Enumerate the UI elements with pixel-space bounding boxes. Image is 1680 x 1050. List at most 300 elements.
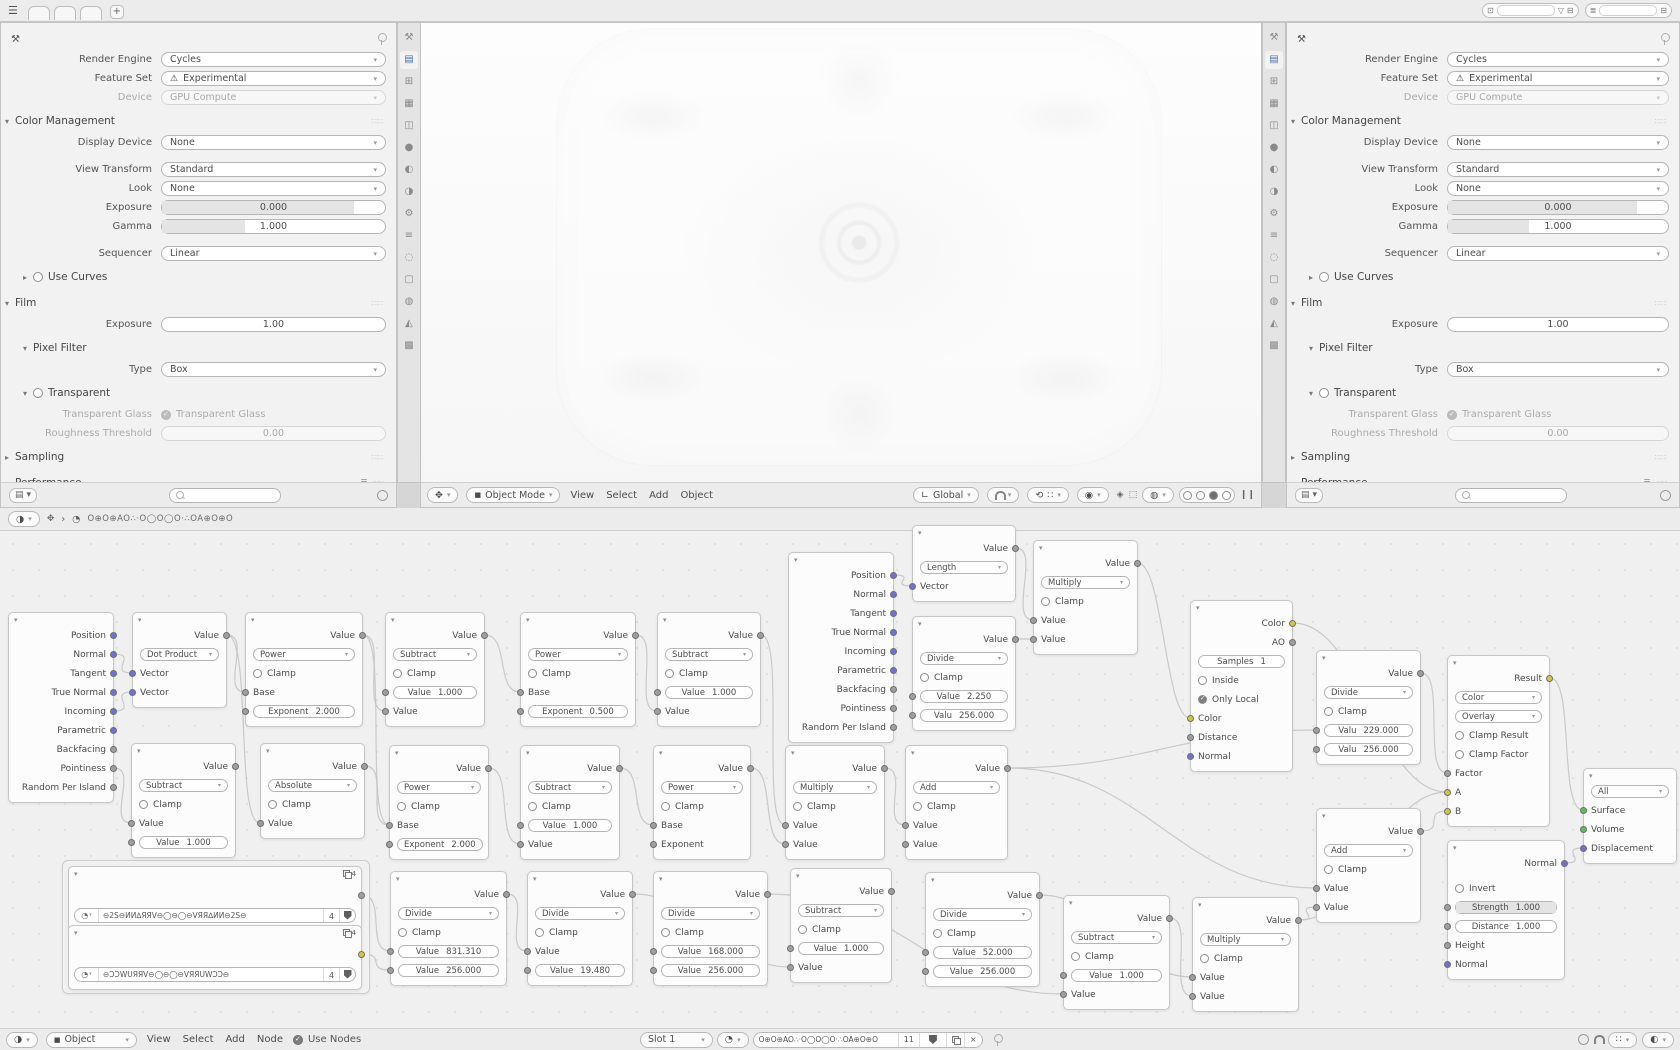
properties-tab-icon[interactable]: ◐: [404, 164, 414, 175]
add-workspace-button[interactable]: +: [110, 5, 124, 19]
checkbox-icon[interactable]: [393, 669, 402, 678]
node-fn1[interactable]: [68, 866, 362, 931]
node-add1[interactable]: [1316, 808, 1421, 923]
collapse-chevron-icon[interactable]: ▾: [1039, 543, 1043, 552]
collapse-chevron-icon[interactable]: ▾: [1453, 658, 1457, 667]
node-header[interactable]: [789, 553, 893, 566]
gamma-field[interactable]: [1447, 219, 1669, 234]
properties-tab-icon[interactable]: ◑: [1269, 186, 1279, 197]
section-header[interactable]: [1, 266, 386, 288]
value-field[interactable]: [933, 965, 1032, 978]
node-pow1[interactable]: [245, 612, 363, 727]
operation-dropdown[interactable]: [1200, 933, 1291, 946]
operation-dropdown[interactable]: [397, 781, 481, 794]
node-header[interactable]: [786, 746, 884, 759]
node-header[interactable]: [521, 746, 619, 759]
look-dropdown[interactable]: [161, 181, 386, 196]
properties-tab-icon[interactable]: ⚙: [1269, 208, 1279, 219]
render-engine-dropdown[interactable]: [1447, 52, 1669, 67]
operation-dropdown[interactable]: [1324, 844, 1413, 857]
copy-icon[interactable]: ⊟: [1566, 6, 1574, 15]
value-field[interactable]: [661, 964, 760, 977]
operation-dropdown[interactable]: [661, 907, 760, 920]
node-header[interactable]: [1584, 769, 1676, 782]
operation-dropdown[interactable]: [1324, 686, 1413, 699]
node-div3[interactable]: [390, 871, 507, 986]
collapse-chevron-icon[interactable]: ▾: [395, 748, 399, 757]
value-field[interactable]: [1324, 743, 1413, 756]
section-header[interactable]: [1, 110, 386, 132]
section-header[interactable]: [1287, 337, 1669, 359]
datablock-selector[interactable]: [74, 967, 356, 982]
proportional-dropdown[interactable]: ⟲ ∷ ▾: [1027, 487, 1069, 503]
datablock-name[interactable]: ⊖ƆƆWUЯЯV⊖◯⊖◯⊖VЯЯUWƆƆ⊖: [103, 969, 230, 979]
workspace-tab[interactable]: [80, 6, 102, 20]
viewport-3d[interactable]: [420, 22, 1262, 508]
node-header[interactable]: [1191, 601, 1292, 614]
operation-dropdown[interactable]: [913, 781, 1000, 794]
checkbox-icon[interactable]: [933, 929, 942, 938]
scene-selector[interactable]: [1482, 3, 1579, 18]
feature-set-dropdown[interactable]: [1447, 71, 1669, 86]
node-header[interactable]: [1064, 896, 1169, 909]
collapse-chevron-icon[interactable]: ▾: [659, 748, 663, 757]
search-input[interactable]: [169, 488, 281, 503]
collapse-chevron-icon[interactable]: ▾: [526, 748, 530, 757]
shader-node-editor[interactable]: [0, 508, 1680, 1050]
node-pow3[interactable]: [389, 745, 489, 860]
collapse-chevron-icon[interactable]: ▾: [918, 528, 922, 537]
collapse-chevron-icon[interactable]: ▾: [526, 615, 530, 624]
collapse-chevron-icon[interactable]: ▾: [533, 874, 537, 883]
fake-user-shield-icon[interactable]: [339, 968, 355, 981]
fake-user-shield-icon[interactable]: [919, 1033, 946, 1047]
node-header[interactable]: [69, 867, 361, 880]
node-header[interactable]: [528, 872, 632, 885]
node-sub1[interactable]: [385, 612, 485, 727]
node-mul2[interactable]: [785, 745, 885, 860]
operation-dropdown[interactable]: [1455, 691, 1542, 704]
properties-tab-icon[interactable]: ◭: [405, 318, 413, 329]
node-pow2[interactable]: [520, 612, 636, 727]
value-field[interactable]: [1324, 724, 1413, 737]
checkbox-icon[interactable]: [661, 802, 670, 811]
node-header[interactable]: [1317, 651, 1420, 664]
checkbox-icon[interactable]: [661, 928, 670, 937]
editor-type-button[interactable]: ▤ ▾: [1295, 488, 1323, 503]
node-header[interactable]: [390, 746, 488, 759]
value-field[interactable]: [139, 836, 228, 849]
menu-add[interactable]: Add: [649, 489, 669, 501]
device-dropdown[interactable]: [1447, 90, 1669, 105]
collapse-chevron-icon[interactable]: ▾: [1589, 771, 1593, 780]
collapse-chevron-icon[interactable]: ▾: [796, 871, 800, 880]
properties-tab-icon[interactable]: ●: [404, 142, 414, 153]
value-field[interactable]: [397, 838, 483, 851]
overlays-dropdown[interactable]: ◍ ▾: [1142, 487, 1174, 503]
node-header[interactable]: [9, 613, 113, 626]
node-out[interactable]: [1583, 768, 1677, 864]
operation-dropdown[interactable]: [920, 652, 1008, 665]
operation-dropdown[interactable]: [253, 648, 355, 661]
value-field[interactable]: [665, 686, 753, 699]
properties-tab-icon[interactable]: ▤: [400, 51, 418, 69]
checkbox-icon[interactable]: [920, 673, 929, 682]
collapse-chevron-icon[interactable]: ▾: [74, 928, 78, 937]
operation-dropdown[interactable]: [665, 648, 753, 661]
menu-view[interactable]: View: [146, 1034, 171, 1045]
collapse-chevron-icon[interactable]: ▾: [266, 746, 270, 755]
overlay-dropdown[interactable]: ◐ ▾: [1642, 1032, 1674, 1048]
type-dropdown[interactable]: [1447, 362, 1669, 377]
collapse-chevron-icon[interactable]: ▾: [663, 615, 667, 624]
sequencer-dropdown[interactable]: [161, 246, 386, 261]
options-icon[interactable]: [1660, 490, 1671, 501]
properties-tab-icon[interactable]: ◐: [1269, 164, 1279, 175]
properties-tab-icon[interactable]: ▢: [1269, 274, 1279, 285]
search-input[interactable]: [1455, 488, 1567, 503]
node-sub4[interactable]: [520, 745, 620, 860]
use-nodes-checkbox[interactable]: ✓ Use Nodes: [293, 1034, 361, 1045]
section-header[interactable]: [1, 382, 386, 404]
editor-type-button[interactable]: ◑ ▾: [8, 511, 40, 527]
type-dropdown[interactable]: [161, 362, 386, 377]
xray-toggle-icon[interactable]: ⬚: [1128, 490, 1138, 500]
user-count[interactable]: 4: [323, 909, 339, 922]
fake-user-shield-icon[interactable]: [339, 909, 355, 922]
pin-icon[interactable]: [377, 33, 386, 45]
section-header[interactable]: [1287, 446, 1669, 468]
operation-dropdown[interactable]: [139, 779, 228, 792]
node-sub5[interactable]: [790, 868, 892, 983]
node-header[interactable]: [926, 873, 1039, 886]
checkbox-icon[interactable]: [1455, 731, 1464, 740]
section-header[interactable]: [1287, 110, 1669, 132]
exposure-field[interactable]: [1447, 200, 1669, 215]
properties-tab-icon[interactable]: ⊞: [1269, 76, 1279, 87]
node-bump[interactable]: [1447, 840, 1565, 980]
checkbox-icon[interactable]: [397, 802, 406, 811]
node-header[interactable]: [1317, 809, 1420, 822]
checkbox-icon[interactable]: [1198, 676, 1207, 685]
value-field[interactable]: [253, 705, 355, 718]
operation-dropdown[interactable]: [661, 781, 743, 794]
material-browse-dropdown[interactable]: ◔ ▾: [717, 1032, 749, 1048]
collapse-chevron-icon[interactable]: ▾: [138, 615, 142, 624]
render-engine-dropdown[interactable]: [161, 52, 386, 67]
checkbox-icon[interactable]: [528, 802, 537, 811]
section-checkbox[interactable]: [1319, 272, 1329, 282]
node-fn2[interactable]: [68, 925, 362, 990]
editor-type-button[interactable]: ✥ ▾: [427, 487, 458, 503]
exposure-field[interactable]: [161, 200, 386, 215]
properties-tab-icon[interactable]: ⚙: [404, 208, 414, 219]
checkbox-icon[interactable]: [793, 802, 802, 811]
device-dropdown[interactable]: [161, 90, 386, 105]
node-header[interactable]: [906, 746, 1007, 759]
node-canvas[interactable]: [0, 528, 1680, 1028]
node-header[interactable]: [913, 526, 1015, 539]
collapse-chevron-icon[interactable]: ▾: [1196, 603, 1200, 612]
node-header[interactable]: [133, 613, 226, 626]
section-header[interactable]: [1, 446, 386, 468]
operation-dropdown[interactable]: [793, 781, 877, 794]
gizmo-toggle-icon[interactable]: ◈: [1116, 490, 1124, 500]
section-header[interactable]: [1287, 266, 1669, 288]
node-ao[interactable]: [1190, 600, 1293, 772]
material-browse-icon[interactable]: ◔ ▾: [75, 909, 99, 922]
menu-select[interactable]: Select: [182, 1034, 214, 1045]
collapse-chevron-icon[interactable]: ▾: [391, 615, 395, 624]
user-count[interactable]: 11: [898, 1033, 919, 1047]
node-geo2[interactable]: [788, 552, 894, 743]
checkbox-icon[interactable]: [535, 928, 544, 937]
shading-rendered-icon[interactable]: [1222, 491, 1231, 500]
node-header[interactable]: [1193, 898, 1298, 911]
collapse-chevron-icon[interactable]: ▾: [74, 869, 78, 878]
properties-tab-icon[interactable]: ▢: [404, 274, 414, 285]
operation-dropdown[interactable]: [1041, 576, 1130, 589]
material-name-field[interactable]: O⊕O⊕AO∴·O◯O◯O·∴OA⊕O⊕O: [758, 1035, 878, 1044]
operation-dropdown[interactable]: [933, 908, 1032, 921]
checkbox-icon[interactable]: [1455, 750, 1464, 759]
exposure-field[interactable]: [161, 317, 386, 332]
node-div5[interactable]: [653, 871, 768, 986]
options-icon[interactable]: [377, 490, 388, 501]
collapse-chevron-icon[interactable]: ▾: [791, 748, 795, 757]
node-div1[interactable]: [912, 616, 1016, 731]
node-sub3[interactable]: [131, 743, 236, 858]
pin-tool-icon[interactable]: ✥: [46, 514, 55, 524]
collapse-chevron-icon[interactable]: ▾: [1069, 898, 1073, 907]
value-field[interactable]: [933, 946, 1032, 959]
node-dot[interactable]: [132, 612, 227, 708]
node-sub2[interactable]: [657, 612, 761, 727]
operation-dropdown[interactable]: [528, 781, 612, 794]
shader-type-dropdown[interactable]: ■ Object ▾: [46, 1032, 137, 1048]
view-transform-dropdown[interactable]: [1447, 162, 1669, 177]
collapse-chevron-icon[interactable]: ▾: [251, 615, 255, 624]
properties-tab-icon[interactable]: ◌: [404, 252, 414, 263]
operation-dropdown[interactable]: [920, 561, 1008, 574]
collapse-chevron-icon[interactable]: ▾: [931, 875, 935, 884]
node-header[interactable]: [69, 926, 361, 939]
app-menu-icon[interactable]: ☰: [8, 4, 18, 17]
collapse-chevron-icon[interactable]: ▾: [1453, 843, 1457, 852]
value-field[interactable]: [528, 819, 612, 832]
node-div6[interactable]: [925, 872, 1040, 987]
properties-tab-icon[interactable]: ▦: [1269, 98, 1279, 109]
properties-tab-icon[interactable]: ◭: [1270, 318, 1278, 329]
collapse-chevron-icon[interactable]: ▾: [396, 874, 400, 883]
properties-tab-icon[interactable]: ▦: [404, 98, 414, 109]
node-geo1[interactable]: [8, 612, 114, 803]
properties-tab-icon[interactable]: ≡: [1269, 230, 1279, 241]
value-field[interactable]: [535, 964, 625, 977]
datablock-selector[interactable]: [74, 908, 356, 923]
sequencer-dropdown[interactable]: [1447, 246, 1669, 261]
checkbox-icon[interactable]: [665, 669, 674, 678]
shading-solid-icon[interactable]: [1196, 491, 1205, 500]
value-field[interactable]: [1455, 901, 1557, 914]
unlink-icon[interactable]: ×: [964, 1033, 982, 1047]
operation-dropdown[interactable]: [798, 904, 884, 917]
node-header[interactable]: [521, 613, 635, 626]
node-header[interactable]: [791, 869, 891, 882]
user-count[interactable]: 4: [323, 968, 339, 981]
viewlayer-selector[interactable]: [1585, 3, 1672, 18]
checkbox-icon[interactable]: [1041, 597, 1050, 606]
checkbox-icon[interactable]: [1324, 707, 1333, 716]
properties-tab-icon[interactable]: ▤: [1265, 51, 1283, 69]
section-header[interactable]: [1287, 382, 1669, 404]
node-abs1[interactable]: [260, 743, 365, 839]
value-field[interactable]: [661, 945, 760, 958]
display-device-dropdown[interactable]: [161, 135, 386, 150]
snap-dropdown[interactable]: ▾: [987, 487, 1020, 503]
node-mul1[interactable]: [1033, 540, 1138, 655]
orientation-dropdown[interactable]: ∟ Global ▾: [913, 487, 979, 503]
collapse-chevron-icon[interactable]: ▾: [794, 555, 798, 564]
properties-tab-icon[interactable]: ⚒: [1269, 32, 1279, 43]
node-header[interactable]: [1448, 656, 1549, 669]
operation-dropdown[interactable]: [393, 648, 477, 661]
value-field[interactable]: [798, 942, 884, 955]
operation-dropdown[interactable]: [268, 779, 357, 792]
pin-icon[interactable]: [1660, 33, 1669, 45]
falloff-dropdown[interactable]: ◉ ▾: [1077, 487, 1109, 503]
menu-select[interactable]: Select: [606, 489, 638, 501]
checkbox-icon[interactable]: [253, 669, 262, 678]
checkbox-icon[interactable]: [1198, 695, 1207, 704]
value-field[interactable]: [1198, 655, 1285, 668]
collapse-chevron-icon[interactable]: ▾: [659, 874, 663, 883]
node-div4[interactable]: [527, 871, 633, 986]
node-div2[interactable]: [1316, 650, 1421, 765]
snap-target-dropdown[interactable]: ∷ ▾: [1608, 1032, 1638, 1048]
annotation-icon[interactable]: [1578, 1034, 1589, 1045]
editor-type-button[interactable]: ◑ ▾: [6, 1032, 38, 1048]
display-device-dropdown[interactable]: [1447, 135, 1669, 150]
menu-node[interactable]: Node: [256, 1034, 283, 1045]
mode-dropdown[interactable]: ■ Object Mode ▾: [466, 487, 560, 503]
transparent-glass-checkbox[interactable]: [1447, 409, 1551, 420]
value-field[interactable]: [393, 686, 477, 699]
value-field[interactable]: [1455, 920, 1557, 933]
node-header[interactable]: [658, 613, 760, 626]
node-sub6[interactable]: [1063, 895, 1170, 1010]
slot-dropdown[interactable]: Slot 1 ▾: [640, 1032, 713, 1048]
properties-tab-icon[interactable]: ◍: [404, 296, 414, 307]
roughness-threshold-field[interactable]: [161, 426, 386, 441]
node-header[interactable]: [1448, 841, 1564, 854]
snap-magnet-icon[interactable]: [1594, 1035, 1603, 1044]
section-checkbox[interactable]: [33, 388, 43, 398]
properties-tab-icon[interactable]: ◑: [404, 186, 414, 197]
node-header[interactable]: [913, 617, 1015, 630]
value-field[interactable]: [920, 709, 1008, 722]
scene-name-field[interactable]: [1497, 5, 1555, 16]
node-header[interactable]: [1034, 541, 1137, 554]
operation-dropdown[interactable]: [528, 648, 628, 661]
feature-set-dropdown[interactable]: [161, 71, 386, 86]
node-len[interactable]: [912, 525, 1016, 602]
checkbox-icon[interactable]: [1071, 952, 1080, 961]
node-header[interactable]: [391, 872, 506, 885]
properties-tab-icon[interactable]: ▩: [1269, 340, 1279, 351]
checkbox-icon[interactable]: [1200, 954, 1209, 963]
gamma-field[interactable]: [161, 219, 386, 234]
checkbox-icon[interactable]: [139, 800, 148, 809]
workspace-tab[interactable]: [28, 6, 50, 20]
checkbox-icon[interactable]: [913, 802, 922, 811]
node-header[interactable]: [386, 613, 484, 626]
operation-dropdown[interactable]: [1071, 931, 1162, 944]
copy-icon[interactable]: ⊟: [1660, 6, 1667, 15]
node-pow4[interactable]: [653, 745, 751, 860]
checkbox-icon[interactable]: [528, 669, 537, 678]
value-field[interactable]: [398, 964, 499, 977]
properties-tab-icon[interactable]: ●: [1269, 142, 1279, 153]
pin-icon[interactable]: [993, 1034, 1002, 1046]
value-field[interactable]: [1071, 969, 1162, 982]
viewlayer-name-field[interactable]: [1599, 5, 1657, 16]
checkbox-icon[interactable]: [798, 925, 807, 934]
operation-dropdown[interactable]: [1591, 785, 1669, 798]
properties-tab-icon[interactable]: ◫: [404, 120, 414, 131]
roughness-threshold-field[interactable]: [1447, 426, 1669, 441]
look-dropdown[interactable]: [1447, 181, 1669, 196]
editor-type-button[interactable]: ▤ ▾: [9, 488, 37, 503]
checkbox-icon[interactable]: [1324, 865, 1333, 874]
collapse-chevron-icon[interactable]: ▾: [1322, 653, 1326, 662]
operation-dropdown[interactable]: [535, 907, 625, 920]
properties-tab-icon[interactable]: ⚒: [404, 32, 414, 43]
value-field[interactable]: [920, 690, 1008, 703]
properties-tab-icon[interactable]: ◍: [1269, 296, 1279, 307]
properties-tab-icon[interactable]: ◫: [1269, 120, 1279, 131]
section-header[interactable]: [1, 337, 386, 359]
value-field[interactable]: [528, 705, 628, 718]
view-transform-dropdown[interactable]: [161, 162, 386, 177]
collapse-chevron-icon[interactable]: ▾: [1198, 900, 1202, 909]
section-header[interactable]: [1287, 292, 1669, 314]
node-header[interactable]: [654, 872, 767, 885]
node-header[interactable]: [261, 744, 364, 757]
section-checkbox[interactable]: [1319, 388, 1329, 398]
properties-tab-icon[interactable]: ⊞: [404, 76, 414, 87]
shading-material-icon[interactable]: [1209, 491, 1218, 500]
pause-button[interactable]: ❙❙: [1239, 490, 1255, 500]
collapse-chevron-icon[interactable]: ▾: [1322, 811, 1326, 820]
operation-dropdown[interactable]: [398, 907, 499, 920]
collapse-chevron-icon[interactable]: ▾: [918, 619, 922, 628]
menu-view[interactable]: View: [570, 489, 595, 501]
operation-dropdown[interactable]: [1455, 710, 1542, 723]
collapse-chevron-icon[interactable]: ▾: [137, 746, 141, 755]
copy-material-icon[interactable]: [946, 1033, 964, 1047]
checkbox-icon[interactable]: [1455, 884, 1464, 893]
menu-add[interactable]: Add: [225, 1034, 245, 1045]
datablock-name[interactable]: ⊖2S⊖ИИ∆ЯЯV⊖◯⊖◯⊖VЯЯ∆ИИ⊖2S⊖: [103, 910, 247, 920]
node-header[interactable]: [132, 744, 235, 757]
transparent-glass-checkbox[interactable]: [161, 409, 265, 420]
node-mix[interactable]: [1447, 655, 1550, 827]
node-mul3[interactable]: [1192, 897, 1299, 1012]
section-header[interactable]: [1, 292, 386, 314]
operation-dropdown[interactable]: [140, 648, 219, 661]
properties-tab-icon[interactable]: ▩: [404, 340, 414, 351]
